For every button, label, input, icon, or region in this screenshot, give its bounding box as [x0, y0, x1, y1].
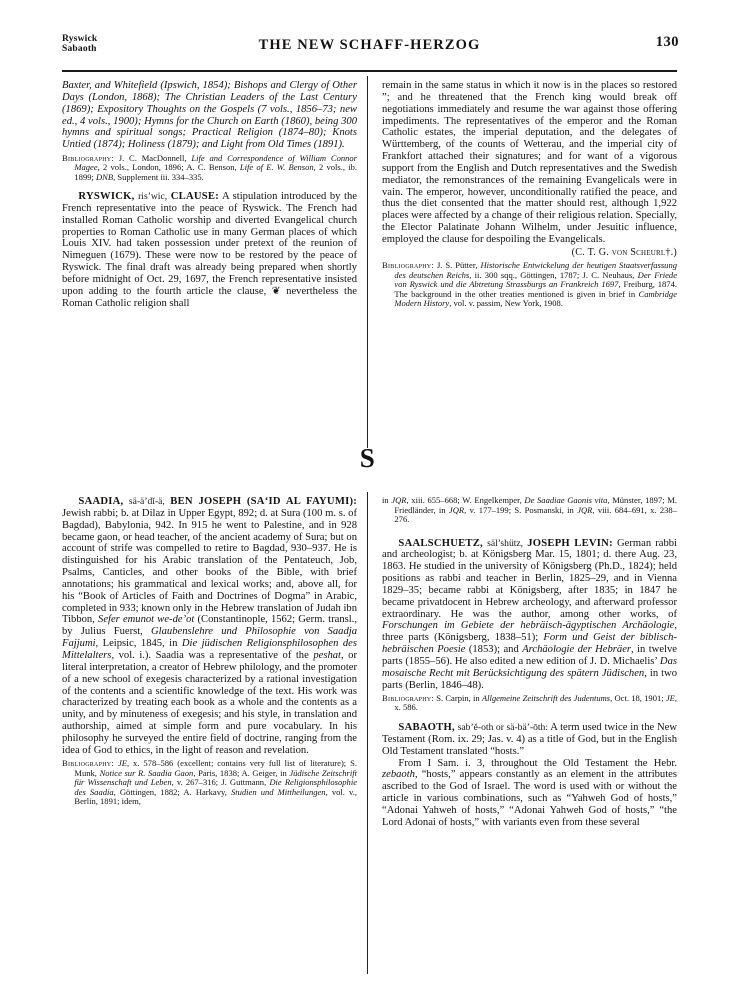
- sabaoth-pronunciation: sab’ĕ-oth or sä-bä’-ōth:: [457, 721, 549, 733]
- running-head: [62, 34, 677, 64]
- bibliography-text: JE, x. 578–586 (excellent; contains very full list of literature); S. Munk, Notice sur R. Saadia Gaon, Paris, 1838; A. Geiger, in Jüdische Zeitschrift für Wissenschaft und Leben, v. 267–316; J. Guttmann, Die Religionsphilosophie des Saadia, Göttingen, 1882; A. Harkavy, Studien und Mittheilungen, vol. v., Berlin, 1891; idem,: [74, 758, 357, 807]
- saalschuetz-body: German rabbi and archeologist; b. at Königsberg Mar. 15, 1801; d. there Aug. 23, 1863. He studied in the university of Königsberg (Ph.D., 1824); held positions as rabbi and teacher in Berlin, 1825–29, and in Vienna 1829–35; became rabbi at Königsberg, after 1835; in 1847 he became privatdocent in Hebrew archeology, and afterward professor extraordinary. He was the author, among other works, of Forschungen im Gebiete der hebräisch-ägyptischen Archäologie, three parts (Königsberg, 1838–51); Form und Geist der biblisch-hebräischen Poesie (1853); and Archäologie der Hebräer, in twelve parts (1855–56). He also edited a new edition of J. D. Michaelis’ Das mosaische Recht mit Berücksichtigung des spätern Jüdischen, in two parts (Berlin, 1846–48).: [382, 537, 678, 691]
- saadia-bibliography: [62, 759, 357, 807]
- running-head-left-line1: Ryswick: [62, 34, 98, 44]
- bibliography-text: J. C. MacDonnell, Life and Correspondence of William Connor Magee, 2 vols., London, 1896; A. C. Benson, Life of E. W. Benson, 2 vols., ib. 1899; DNB, Supplement iii. 334–335.: [74, 152, 357, 182]
- running-head-title: THE NEW SCHAFF-HERZOG: [258, 37, 481, 53]
- ryle-continuation-paragraph: [62, 80, 357, 151]
- ryswick-pronunciation: ris’wic,: [138, 191, 168, 203]
- bibliography-text: in JQR, xiii. 655–668; W. Engelkemper, De Saadiae Gaonis vita, Münster, 1897; M. Friedländer, in JQR, v. 177–199; S. Posmanski, in JQR, viii. 684–691, x. 238–276.: [382, 495, 677, 524]
- ryswick-body: A stipulation introduced by the French representative into the peace of Ryswick. The French had installed Roman Catholic worship and diverted Evangelical church properties to Roman Catholic use in many German places of which Louis XIV. had taken possession under pretext of the reunion of Nimeguen (1679). These were now to be restored by the peace of Ryswick. The final draft was already being prepared when shortly before midnight of Oct. 29, 1697, the French representative insisted upon adding to the fourth article the clause, ❦ nevertheless the Roman Catholic religion shall: [62, 191, 357, 309]
- saadia-headword: SAADIA,: [78, 496, 124, 507]
- saalschuetz-entry: [382, 538, 677, 692]
- bibliography-label: Bibliography:: [382, 260, 434, 271]
- sabaoth-entry: [382, 722, 677, 758]
- right-column-upper: [382, 80, 677, 440]
- sabaoth-paragraph-2: From I Sam. i. 3, throughout the Old Testament the Hebr. zebaoth, “hosts,” appears constantly as an element in the attributes ascribed to the God of Israel. The word is used with or without the article in various combinations, such as “Yahweh God of hosts,” “Adonai Yahweh of hosts,” “Adonai Yahweh God of hosts,” “the Lord Adonai of hosts,” with variants even from these several: [382, 757, 677, 828]
- left-column-lower: [62, 496, 357, 976]
- article-signature: (C. T. G. von Scheurl†.): [571, 246, 677, 258]
- bibliography-text: S. Carpin, in Allgemeine Zeitschrift des Judentums, Oct. 18, 1901; JE, x. 586.: [394, 692, 678, 713]
- section-letter: S: [359, 443, 376, 473]
- saalschuetz-pronunciation: säl’shütz,: [487, 537, 524, 549]
- bibliography-label: Bibliography:: [62, 152, 114, 163]
- right-column-lower: [382, 496, 677, 976]
- page-number: 130: [655, 34, 679, 50]
- bibliography-label: Bibliography:: [382, 692, 434, 703]
- saalschuetz-headword: SAALSCHUETZ,: [398, 537, 483, 549]
- header-rule: [62, 70, 677, 72]
- ryswick-entry: [62, 191, 357, 309]
- ryswick-continuation-paragraph: remain in the same status in which it now is in the places so restored ”; and he threatened that the French king would break off negotiations immediately and resume the war against those offering impediments. The representatives of the emperor and the Roman Catholic estates, the imperial deputation, and the delegates of Württemberg, of the counts of Wetterau, and the imperial city of Frankfort attached their signatures; and for want of a vigorous support from the English and Dutch representatives and the Swedish mediator, the remonstrances of the remaining Evangelicals were in vain. The emperor, however, unconditionally ratified the peace, and thus the diet consented that the matter should rest, although 1,922 places were affected by a change of their religious relation. Specially, the Elector Palatinate Johann Wilhelm, under Jesuitic influence, employed the clause for despoiling the Evangelicals.: [382, 80, 677, 245]
- saadia-pronunciation: sä-ä’dĭ-ä,: [128, 496, 165, 507]
- ryswick-bibliography: [382, 261, 677, 309]
- saalschuetz-headword-name: JOSEPH LEVIN:: [527, 537, 613, 549]
- saadia-body: Jewish rabbi; b. at Dilaz in Upper Egypt, 892; d. at Sura (100 m. s. of Bagdad), Babylonia, 942. In 915 he went to Palestine, and in 928 became gaon, or head teacher, of the ancient academy of Sura; but on account of strife was compelled to retire to Bagdad, 930–937. He is distinguished for his Arabic translation of the Pentateuch, Job, Psalms, Canticles, and other books of the Bible, with brief annotations; his grammatical and lexical works; and, above all, for his “Book of Articles of Faith and Doctrines of Dogma” in Arabic, completed in 933; known only in the Hebrew translation of Judah ibn Tibbon, Sefer emunot we-de’ot (Constantinople, 1562; Germ. transl., by Julius Fuerst, Glaubenslehre und Philosophie von Saadja Fajjumi, Leipsic, 1845, in Die jüdischen Religionsphilosophen des Mittelalters, vol. i.). Saadia was a representative of the peshat, or literal interpretation, a creator of Hebrew philology, and the promoter of a new school of exegesis characterized by a rational investigation of the contents and a scientific knowledge of the text. His work was characterized by treating each book as a whole and the contents as a unity, and by minuteness of exegesis; and his style, in translation and authorship, aimed at simple form and pure vocabulary. In his philosophy he surveyed the entire field of doctrine, ranging from the idea of God to ethics, in the light of reason and revelation.: [62, 507, 357, 756]
- sabaoth-headword: SABAOTH,: [398, 721, 455, 733]
- column-divider-top: [367, 76, 368, 448]
- bibliography-label: Bibliography:: [62, 758, 114, 769]
- ryswick-headword: RYSWICK,: [78, 191, 135, 203]
- ryle-bibliography: [62, 154, 357, 183]
- running-head-left-line2: Sabaoth: [62, 44, 97, 54]
- bibliography-text: J. S. Pütter, Historische Entwickelung der heutigen Staatsverfassung des deutschen Reichs, ii. 300 sqq., Göttingen, 1787; J. C. Neuhaus, Der Friede von Ryswick und die Abtretung Strassburgs an Frankreich 1697, Freiburg, 1874. The background in the other treaties mentioned is given in brief in Cambridge Modern History, vol. v. passim, New York, 1908.: [394, 260, 677, 309]
- sabaoth-body: A term used twice in the New Testament (Rom. ix. 29; Jas. v. 4) as a title of God, but in the English Old Testament translated “hosts.”: [382, 721, 677, 757]
- column-divider-bottom: [367, 492, 368, 974]
- ryswick-headword-clause: CLAUSE:: [170, 191, 219, 203]
- left-column-upper: [62, 80, 357, 440]
- saadia-headword-alt: BEN JOSEPH (SA‘ID AL FAYUMI):: [170, 496, 357, 507]
- saalschuetz-bibliography: [382, 694, 677, 713]
- saadia-entry: [62, 496, 357, 757]
- saadia-bibliography-continuation: [382, 496, 677, 525]
- ryle-titles-italic: Baxter, and Whitefield (Ipswich, 1854); Bishops and Clergy of Other Days (London, 1868); The Christian Leaders of the Last Century (1869); Expository Thoughts on the Gospels (7 vols., 1856–73; new ed., 4 vols., 1900); Hymns for the Church on Earth (1860), being 300 hymns and spiritual songs; Practical Religion (1874–80); Knots Untied (1874); Holiness (1879); and Light from Old Times (1891).: [62, 80, 357, 151]
